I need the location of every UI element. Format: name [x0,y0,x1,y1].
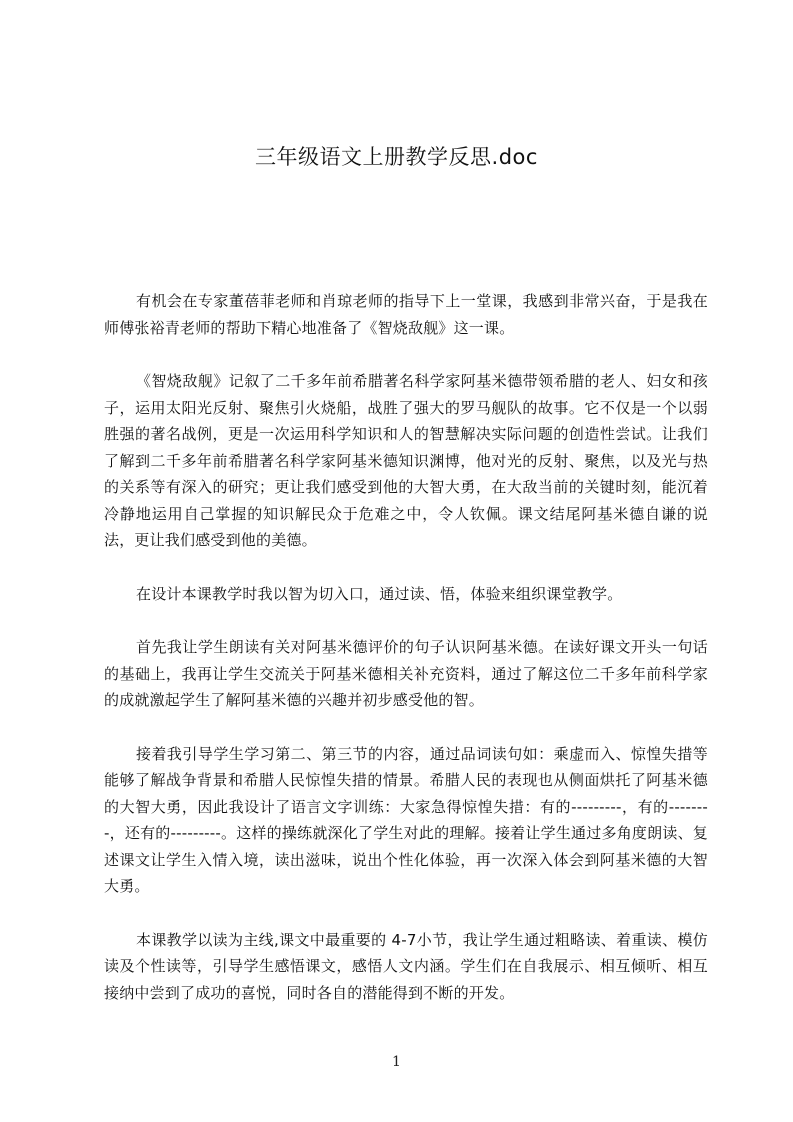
paragraph-second-step: 接着我引导学生学习第二、第三节的内容，通过品词读句如：乘虚而入、惊惶失措等能够了解战争背景和希腊人民惊惶失措的情景。希腊人民的表现也从侧面烘托了阿基米德的大智大勇，因此我设计了语言文字训练：大家急得惊惶失措：有的---------，有的--------，还有的---------。这样的操练就深化了学生对此的理解。接着让学生通过多角度朗读、复述课文让学生入情入境，读出滋味，说出个性化体验，再一次深入体会到阿基米德的大智大勇。 [104,744,708,895]
document-title: 三年级语文上册教学反思.doc [255,145,538,169]
paragraph-design: 在设计本课教学时我以智为切入口，通过读、悟，体验来组织课堂教学。 [136,584,623,603]
document-body [104,288,708,1033]
paragraph-first-step: 首先我让学生朗读有关对阿基米德评价的句子认识阿基米德。在读好课文开头一句话的基础上，我再让学生交流关于阿基米德相关补充资料，通过了解这位二千多年前科学家的成就激起学生了解阿基米德的兴趣并初步感受他的智。 [104,638,708,709]
paragraph-summary: 《智烧敌舰》记叙了二千多年前希腊著名科学家阿基米德带领希腊的老人、妇女和孩子，运用太阳光反射、聚焦引火烧船，战胜了强大的罗马舰队的故事。它不仅是一个以弱胜强的著名战例，更是一次运用科学知识和人的智慧解决实际问题的创造性尝试。让我们了解到二千多年前希腊著名科学家阿基米德知识渊博，他对光的反射、聚焦，以及光与热的关系等有深入的研究；更让我们感受到他的大智大勇，在大敌当前的关键时刻，能沉着冷静地运用自己掌握的知识解民众于危难之中，令人钦佩。课文结尾阿基米德自谦的说法，更让我们感受到他的美德。 [104,372,708,549]
paragraph-intro: 有机会在专家董蓓菲老师和肖琼老师的指导下上一堂课，我感到非常兴奋，于是我在师傅张裕青老师的帮助下精心地准备了《智烧敌舰》这一课。 [104,292,708,337]
page-number: 1 [392,1054,401,1070]
paragraph-reading-focus: 本课教学以读为主线,课文中最重要的 4-7小节，我让学生通过粗略读、着重读、模仿读及个性读等，引导学生感悟课文，感悟人文内涵。学生们在自我展示、相互倾听、相互接纳中尝到了成功的喜悦，同时各自的潜能得到不断的开发。 [104,930,708,1002]
